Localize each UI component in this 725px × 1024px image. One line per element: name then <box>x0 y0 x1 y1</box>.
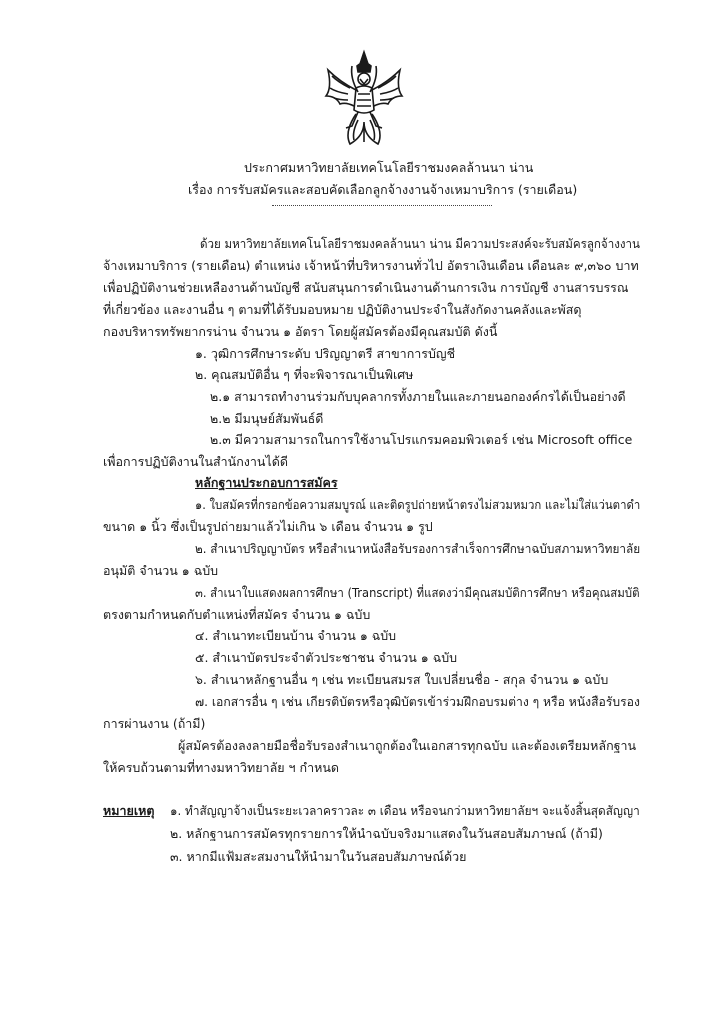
qualification-subitem: ๒.๓ มีความสามารถในการใช้งานโปรแกรมคอมพิวเตอร์ เช่น Microsoft office <box>210 432 633 447</box>
documents-heading: หลักฐานประกอบการสมัคร <box>195 475 338 490</box>
signature-note: ผู้สมัครต้องลงลายมือชื่อรับรองสำเนาถูกต้องในเอกสารทุกฉบับ และต้องเตรียมหลักฐาน <box>178 738 637 753</box>
intro-line: กองบริหารทรัพยากรน่าน จำนวน ๑ อัตรา โดยผู้สมัครต้องมีคุณสมบัติ ดังนี้ <box>103 324 498 339</box>
qualification-item: ๑. วุฒิการศึกษาระดับ ปริญญาตรี สาขาการบัญชี <box>195 346 456 361</box>
announcement-title: ประกาศมหาวิทยาลัยเทคโนโลยีราชมงคลล้านนา น่าน <box>244 160 534 175</box>
qualification-subitem: ๒.๑ สามารถทำงานร่วมกับบุคลากรทั้งภายในและภายนอกองค์กรได้เป็นอย่างดี <box>210 389 626 404</box>
qualification-subitem: ๒.๒ มีมนุษย์สัมพันธ์ดี <box>210 411 324 426</box>
qualification-item: ๒. คุณสมบัติอื่น ๆ ที่จะพิจารณาเป็นพิเศษ <box>195 367 414 382</box>
document-item-cont: การผ่านงาน (ถ้ามี) <box>103 716 206 731</box>
title-divider <box>272 205 492 206</box>
document-item-cont: ตรงตามกำหนดกับตำแหน่งที่สมัคร จำนวน ๑ ฉบับ <box>103 607 371 622</box>
signature-note-cont: ให้ครบถ้วนตามที่ทางมหาวิทยาลัย ฯ กำหนด <box>103 760 340 775</box>
garuda-emblem-icon <box>322 48 406 148</box>
document-item: ๔. สำเนาทะเบียนบ้าน จำนวน ๑ ฉบับ <box>195 628 397 643</box>
remark-item: ๒. หลักฐานการสมัครทุกรายการให้นำฉบับจริงมาแสดงในวันสอบสัมภาษณ์ (ถ้ามี) <box>170 826 603 841</box>
document-item: ๕. สำเนาบัตรประจำตัวประชาชน จำนวน ๑ ฉบับ <box>195 650 458 665</box>
document-item-cont: ขนาด ๑ นิ้ว ซึ่งเป็นรูปถ่ายมาแล้วไม่เกิน ๖ เดือน จำนวน ๑ รูป <box>103 519 433 534</box>
remark-item: ๓. หากมีแฟ้มสะสมงานให้นำมาในวันสอบสัมภาษณ์ด้วย <box>170 849 467 864</box>
qualification-subitem-cont: เพื่อการปฏิบัติงานในสำนักงานได้ดี <box>103 454 288 469</box>
document-item: ๑. ใบสมัครที่กรอกข้อความสมบูรณ์ และติดรูปถ่ายหน้าตรงไม่สวมหมวก และไม่ใส่แว่นตาดำ <box>195 497 641 512</box>
document-item: ๓. สำเนาใบแสดงผลการศึกษา (Transcript) ที่แสดงว่ามีคุณสมบัติการศึกษา หรือคุณสมบัติ <box>195 585 640 600</box>
document-item-cont: อนุมัติ จำนวน ๑ ฉบับ <box>103 563 219 578</box>
intro-line: ที่เกี่ยวข้อง และงานอื่น ๆ ตามที่ได้รับมอบหมาย ปฏิบัติงานประจำในสังกัดงานคลังและพัสดุ <box>103 302 582 317</box>
document-item: ๗. เอกสารอื่น ๆ เช่น เกียรติบัตรหรือวุฒิบัตรเข้าร่วมฝึกอบรมต่าง ๆ หรือ หนังสือรับรอง <box>195 694 640 709</box>
remark-item: ๑. ทำสัญญาจ้างเป็นระยะเวลาคราวละ ๓ เดือน หรือจนกว่ามหาวิทยาลัยฯ จะแจ้งสิ้นสุดสัญญา <box>170 803 640 818</box>
remarks-label: หมายเหตุ <box>103 803 155 818</box>
intro-line: ด้วย มหาวิทยาลัยเทคโนโลยีราชมงคลล้านนา น่าน มีความประสงค์จะรับสมัครลูกจ้างงาน <box>200 236 640 251</box>
document-item: ๖. สำเนาหลักฐานอื่น ๆ เช่น ทะเบียนสมรส ใบเปลี่ยนชื่อ - สกุล จำนวน ๑ ฉบับ <box>195 672 609 687</box>
intro-line: จ้างเหมาบริการ (รายเดือน) ตำแหน่ง เจ้าหน้าที่บริหารงานทั่วไป อัตราเงินเดือน เดือนละ ๙,๓๖๐ บาท <box>103 258 639 273</box>
intro-line: เพื่อปฏิบัติงานช่วยเหลืองานด้านบัญชี สนับสนุนการดำเนินงานด้านการเงิน การบัญชี งานสารบรรณ <box>103 280 629 295</box>
document-item: ๒. สำเนาปริญญาบัตร หรือสำเนาหนังสือรับรองการสำเร็จการศึกษาฉบับสภามหาวิทยาลัย <box>195 541 641 556</box>
announcement-subject: เรื่อง การรับสมัครและสอบคัดเลือกลูกจ้างงานจ้างเหมาบริการ (รายเดือน) <box>188 182 578 197</box>
